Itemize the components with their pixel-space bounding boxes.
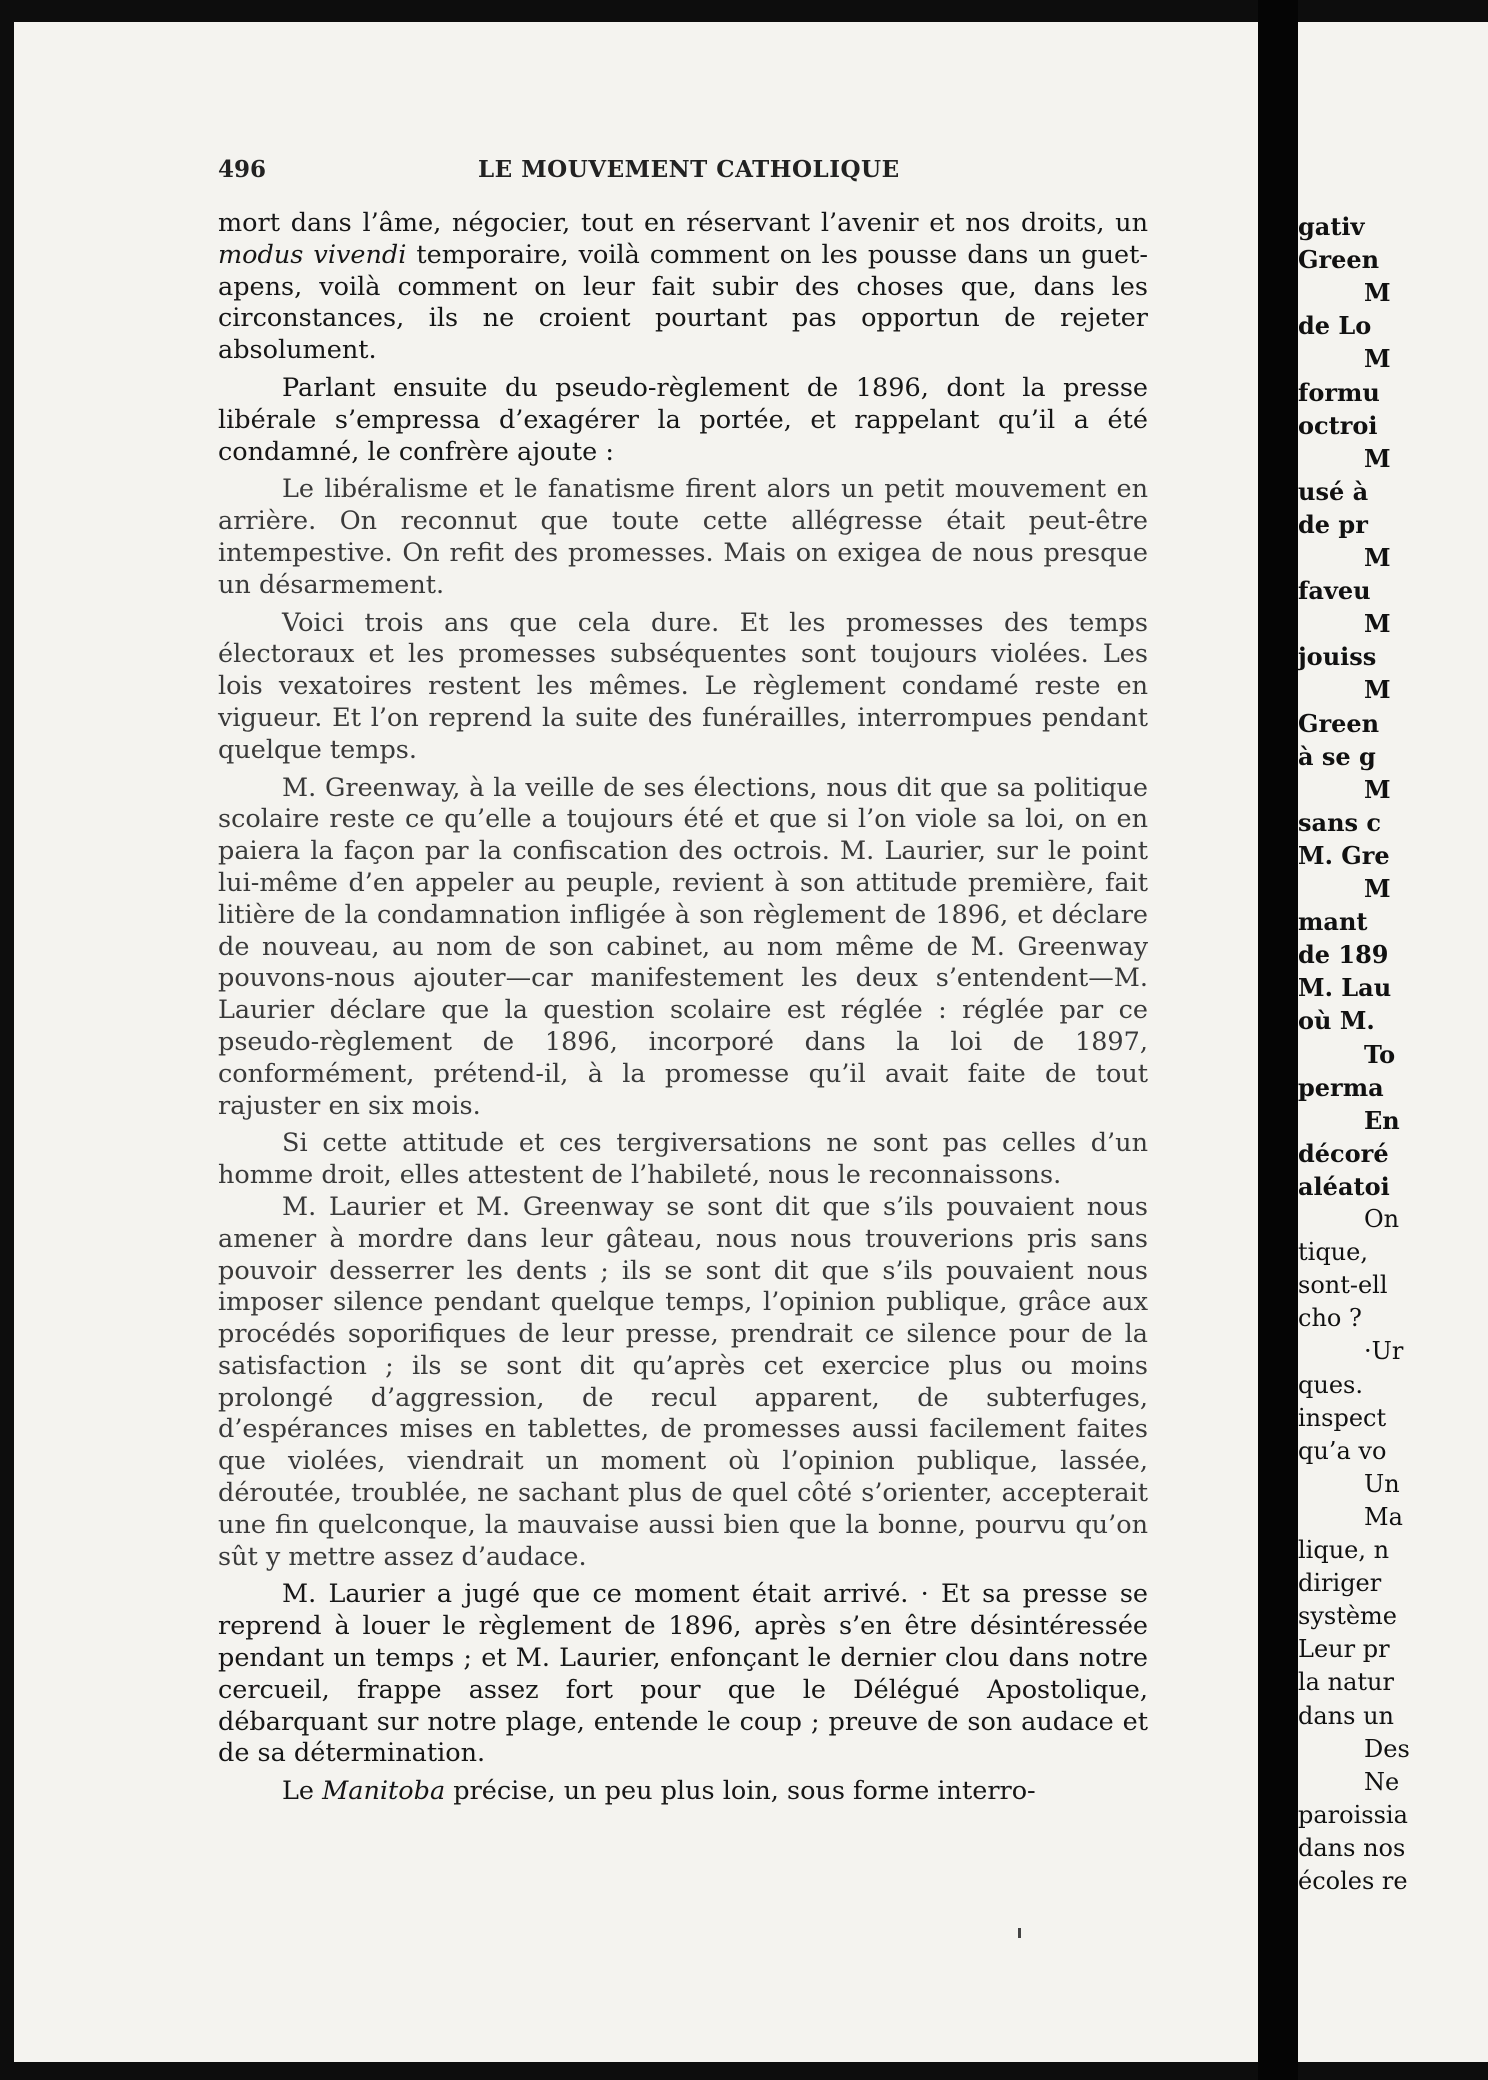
- right-page-line: inspect: [1298, 1404, 1387, 1432]
- right-page-line: de pr: [1298, 510, 1368, 539]
- right-page-line: Ma: [1364, 1503, 1403, 1531]
- right-page-line: M: [1364, 344, 1391, 373]
- right-page-line: M: [1364, 675, 1391, 704]
- right-page-line: sans c: [1298, 808, 1381, 837]
- right-page-line: jouiss: [1298, 642, 1377, 671]
- right-page-line: paroissia: [1298, 1801, 1408, 1829]
- right-page-line: cho ?: [1298, 1304, 1362, 1332]
- right-page-line: M: [1364, 444, 1391, 473]
- right-page-line: à se g: [1298, 742, 1376, 771]
- right-page-line: M. Lau: [1298, 973, 1392, 1002]
- right-page-line: lique, n: [1298, 1536, 1390, 1564]
- right-page-line: On: [1364, 1205, 1400, 1233]
- right-page-line: ·Ur: [1364, 1337, 1404, 1365]
- right-page-line: faveu: [1298, 576, 1371, 605]
- right-page-line: Ne: [1364, 1768, 1400, 1796]
- newspaper-name: Manitoba: [322, 1776, 446, 1807]
- right-page-line: de 189: [1298, 940, 1389, 969]
- right-page-line: de Lo: [1298, 311, 1372, 340]
- quote-paragraph-3: M. Greenway, à la veille de ses élections, nous dit que sa politique scolaire reste ce qu’elle a toujours été et que si l’on viole sa loi, on en paiera la façon par la confiscation des octrois. M. Laurier, sur le point lui-même d’en appeler au peuple, revient à son attitude première, fait litière de la condamnation infligée à son règlement de 1896, et déclare de nouveau, au nom de son cabinet, au nom même de M. Greenway pouvons-nous ajouter—car manifestement les deux s’entendent—M. Laurier déclare que la question scolaire est réglée : réglée par ce pseudo-règlement de 1896, incorporé dans la loi de 1897, conformément, prétend-il, à la promesse qu’il avait faite de tout rajuster en six mois.: [218, 772, 1148, 1121]
- right-page-line: où M.: [1298, 1006, 1375, 1035]
- running-title: LE MOUVEMENT CATHOLIQUE: [478, 156, 900, 183]
- quote-paragraph-2: Voici trois ans que cela dure. Et les promesses des temps électoraux et les promesses subséquentes sont toujours violées. Les lois vexatoires restent les mêmes. Le règlement condamé reste en vigueur. Et l’on reprend la suite des funérailles, interrompues pendant quelque temps.: [218, 607, 1148, 765]
- right-page-line: écoles re: [1298, 1867, 1408, 1895]
- quote-paragraph-5: M. Laurier et M. Greenway se sont dit que s’ils pouvaient nous amener à mordre dans leur gâteau, nous nous trouverions pris sans pouvoir desserrer les dents ; ils se sont dit que s’ils pouvaient nous imposer silence pendant quelque temps, l’opinion publique, grâce aux procédés soporifiques de leur presse, prendrait ce silence pour de la satisfaction ; ils se sont dit qu’après cet exercice plus ou moins prolongé d’aggression, de recul apparent, de subterfuges, d’espérances mises en tablettes, de promesses aussi facilement faites que violées, viendrait un moment où l’opinion publique, lassée, déroutée, troublée, ne sachant plus de quel côté s’orienter, accepterait une fin quelconque, la mauvaise aussi bien que la bonne, pourvu qu’on sût y mettre assez d’audace.: [218, 1191, 1148, 1572]
- right-page-line: Green: [1298, 245, 1380, 274]
- right-page-line: mant: [1298, 907, 1368, 936]
- right-page-line: dans nos: [1298, 1834, 1406, 1862]
- right-page-line: usé à: [1298, 477, 1369, 506]
- book-spine: [1258, 0, 1298, 2080]
- right-page-line: M: [1364, 609, 1391, 638]
- right-page-line: dans un: [1298, 1702, 1394, 1730]
- right-page-line: octroi: [1298, 411, 1378, 440]
- print-mark: [1018, 1928, 1021, 1938]
- right-page-line: décoré: [1298, 1139, 1389, 1168]
- right-page-line: Des: [1364, 1735, 1410, 1763]
- body-text: [218, 208, 1148, 1808]
- right-page-line: M. Gre: [1298, 841, 1390, 870]
- right-page-line: Un: [1364, 1470, 1400, 1498]
- paragraph-last: Le Manitoba précise, un peu plus loin, sous forme interro-: [282, 1776, 1036, 1807]
- right-page-line: Leur pr: [1298, 1635, 1390, 1663]
- right-page-line: la natur: [1298, 1668, 1394, 1696]
- right-page-line: M: [1364, 278, 1391, 307]
- paragraph-2: Parlant ensuite du pseudo-règlement de 1896, dont la presse libérale s’empressa d’exagérer la portée, et rappelant qu’il a été condamné, le confrère ajoute :: [218, 372, 1148, 467]
- quote-paragraph-1: Le libéralisme et le fanatisme firent alors un petit mouvement en arrière. On reconnut que toute cette allégresse était peut-être intempestive. On refit des promesses. Mais on exigea de nous presque un désarmement.: [218, 474, 1148, 600]
- right-page-line: diriger: [1298, 1569, 1382, 1597]
- right-page-line: perma: [1298, 1073, 1384, 1102]
- right-page-line: qu’a vo: [1298, 1437, 1387, 1465]
- quote-paragraph-4: Si cette attitude et ces tergiversations ne sont pas celles d’un homme droit, elles attestent de l’habileté, nous le reconnaissons.: [218, 1128, 1148, 1191]
- italic-phrase: modus vivendi: [218, 239, 407, 270]
- page-number: 496: [218, 156, 267, 183]
- right-page: [1298, 22, 1488, 2062]
- page-header: [218, 152, 1148, 186]
- right-page-line: To: [1364, 1040, 1396, 1069]
- right-page-line: En: [1364, 1106, 1400, 1135]
- quote-paragraph-6: M. Laurier a jugé que ce moment était arrivé. · Et sa presse se reprend à louer le règlement de 1896, après s’en être désintéressée pendant un temps ; et M. Laurier, enfonçant le dernier clou dans notre cercueil, frappe assez fort pour que le Délégué Apostolique, débarquant sur notre plage, entende le coup ; preuve de son audace et de sa détermination.: [218, 1579, 1148, 1769]
- right-page-line: M: [1364, 543, 1391, 572]
- right-page-line: Green: [1298, 709, 1380, 738]
- right-page-line: formu: [1298, 378, 1380, 407]
- paragraph-1: mort dans l’âme, négocier, tout en réservant l’avenir et nos droits, un modus vivendi temporaire, voilà comment on les pousse dans un guet-apens, voilà comment on leur fait subir des choses que, dans les circonstances, ils ne croient pourtant pas opportun de rejeter absolument.: [218, 208, 1148, 366]
- right-page-line: aléatoi: [1298, 1172, 1390, 1201]
- right-page-line: système: [1298, 1602, 1397, 1630]
- right-page-line: M: [1364, 775, 1391, 804]
- right-page-line: sont-ell: [1298, 1271, 1388, 1299]
- right-page-line: M: [1364, 874, 1391, 903]
- right-page-line: gativ: [1298, 212, 1365, 241]
- right-page-line: tique,: [1298, 1238, 1368, 1266]
- right-page-line: ques.: [1298, 1371, 1363, 1399]
